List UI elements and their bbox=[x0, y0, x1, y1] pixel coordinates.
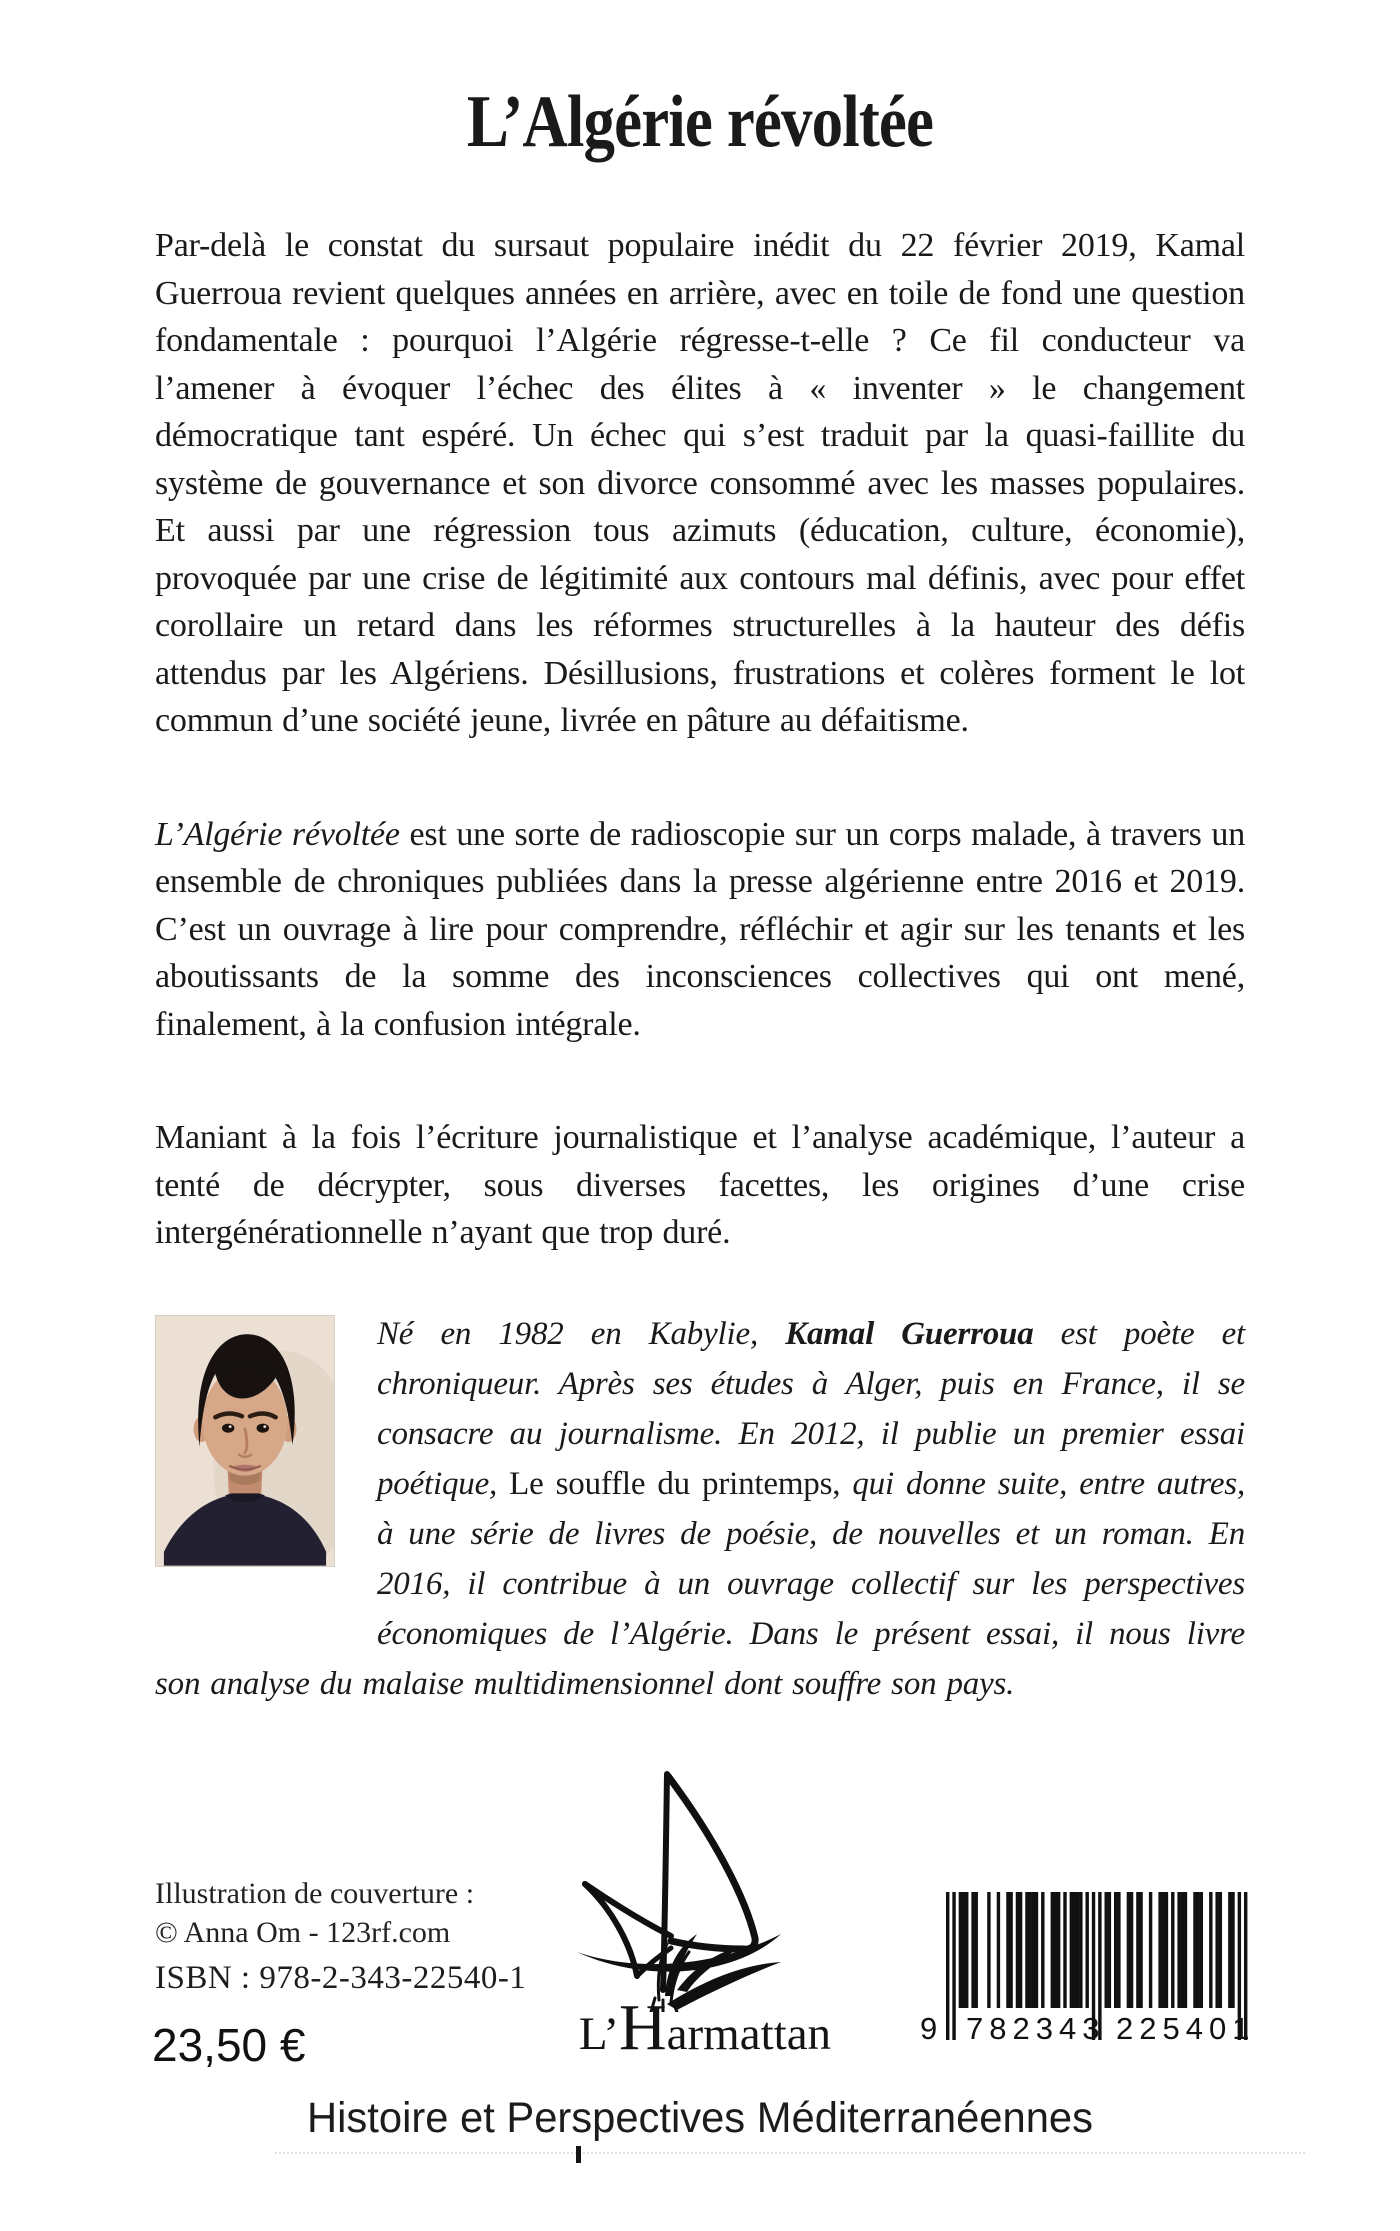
synopsis-paragraph-2: L’Algérie révoltée est une sorte de radioscopie sur un corps malade, à travers un ensemble de chroniques publiées dans la presse algérienne entre 2016 et 2019. C’est un ouvrage à lire pour comprendre, réfléchir et agir sur les tenants et les aboutissants de la somme des inconsciences collectives qui ont mené, finalement, à la confusion intégrale. bbox=[155, 815, 1245, 1043]
sailboat-icon bbox=[555, 1762, 855, 2012]
author-portrait-illustration bbox=[156, 1316, 334, 1566]
synopsis-paragraph-3: Maniant à la fois l’écriture journalistique et l’analyse académique, l’auteur a tenté de décrypter, sous diverses facettes, les origines d’une crise intergénérationnelle n’ayant que trop duré. bbox=[155, 1119, 1245, 1251]
illustration-credit-line1: Illustration de couverture : bbox=[155, 1877, 475, 1910]
fold-tick-mark bbox=[576, 2146, 581, 2163]
wordmark-l: L’ bbox=[578, 2008, 619, 2060]
illustration-credit-line2: © Anna Om - 123rf.com bbox=[155, 1916, 451, 1949]
publisher-wordmark bbox=[545, 1990, 865, 2066]
fold-line bbox=[275, 2152, 1305, 2154]
barcode-digit-first: 9 bbox=[920, 2011, 944, 2046]
collection-name: Histoire et Perspectives Méditerranéennes bbox=[307, 2094, 1093, 2142]
author-photo bbox=[155, 1315, 335, 1567]
barcode-digits-left: 782343 bbox=[966, 2011, 1106, 2046]
isbn-text: ISBN : 978-2-343-22540-1 bbox=[155, 1960, 527, 1996]
author-bio-text: Né en 1982 en Kabylie, Kamal Guerroua est poète et chroniqueur. Après ses études à Alger, puis en France, il se consacre au journalisme. En 2012, il publie un premier essai poétique, Le souffle du printemps, qui donne suite, entre autres, à une série de livres de poésie, de nouvelles et un roman. En 2016, il contribue à un ouvrage collectif sur les perspectives économiques de l’Algérie. Dans le présent essai, il nous livre son analyse du malaise multidimensionnel dont souffre son pays. bbox=[155, 1315, 1245, 1702]
price-text: 23,50 € bbox=[152, 2019, 306, 2071]
wordmark-h: H bbox=[618, 1991, 667, 2064]
author-bio bbox=[155, 1309, 1245, 1709]
illustration-credit bbox=[155, 1874, 474, 1952]
synopsis-column bbox=[155, 222, 1245, 1709]
barcode-digits-right: 225401 bbox=[1116, 2011, 1256, 2046]
ean13-barcode bbox=[920, 1892, 1254, 2052]
publisher-logo bbox=[555, 1762, 855, 2012]
synopsis-paragraph-1: Par-delà le constat du sursaut populaire inédit du 22 février 2019, Kamal Guerroua revient quelques années en arrière, avec en toile de fond une question fondamentale : pourquoi l’Algérie régresse-t-elle ? Ce fil conducteur va l’amener à évoquer l’échec des élites à « inventer » le changement démocratique tant espéré. Un échec qui s’est traduit par la quasi-faillite du système de gouvernance et son divorce consommé avec les masses populaires. Et aussi par une régression tous azimuts (éducation, culture, économie), provoquée par une crise de légitimité aux contours mal définis, avec pour effet corollaire un retard dans les réformes structurelles à la hauteur des défis attendus par les Algériens. Désillusions, frustrations et colères forment le lot commun d’une société jeune, livrée en pâture au défaitisme. bbox=[155, 227, 1245, 739]
book-title: L’Algérie révoltée bbox=[466, 81, 934, 163]
wordmark-rest: armattan bbox=[666, 2008, 832, 2060]
